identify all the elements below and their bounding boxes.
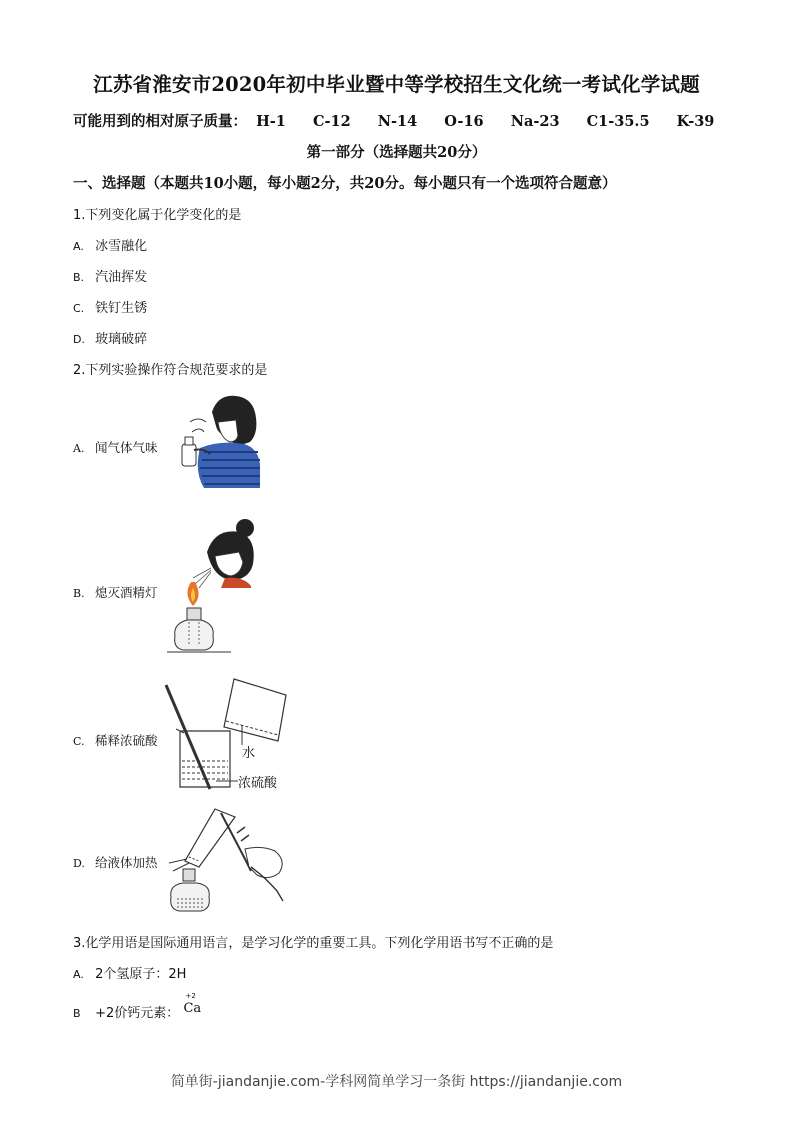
question-2-option-b: [73, 583, 158, 601]
charge-superscript: +2: [185, 992, 196, 1000]
option-text: 汽油挥发: [95, 270, 148, 285]
option-text: 稀释浓硫酸: [94, 733, 158, 748]
question-2-option-a: [73, 438, 158, 456]
atomic-mass-cl: C1-35.5: [586, 113, 650, 130]
option-letter: B: [73, 1007, 81, 1020]
option-text: 冰雪融化: [95, 239, 148, 254]
section-title: 一、选择题（本题共10小题，每小题2分，共20分。每小题只有一个选项符合题意）: [73, 175, 617, 192]
question-1-option-c: [73, 297, 147, 316]
atomic-masses-line: [73, 110, 736, 131]
question-3-option-b: [73, 992, 207, 1021]
question-3-stem: 3.化学用语是国际通用语言，是学习化学的重要工具。下列化学用语书写不正确的是: [73, 936, 554, 951]
page-footer: 简单街-jiandanjie.com-学科网简单学习一条街 https://jiandanjie.com: [170, 1074, 623, 1090]
option-text: 铁钉生锈: [95, 301, 148, 316]
question-2-option-c: [73, 731, 158, 749]
acid-label: 浓硫酸: [238, 776, 278, 791]
option-text: 熄灭酒精灯: [94, 585, 158, 600]
question-1-option-d: [73, 328, 147, 347]
option-text: 2个氢原子：2H: [95, 967, 187, 982]
option-letter: A.: [73, 968, 84, 981]
option-letter: C.: [73, 302, 85, 315]
question-1-stem: 1.下列变化属于化学变化的是: [73, 208, 242, 223]
atomic-mass-k: K-39: [676, 113, 715, 130]
page-title: 江苏省淮安市2020年初中毕业暨中等学校招生文化统一考试化学试题: [93, 73, 700, 96]
extinguish-lamp-figure: [165, 516, 265, 656]
atomic-mass-h: H-1: [256, 113, 286, 130]
part-title: 第一部分（选择题共20分）: [306, 144, 487, 161]
atomic-masses-label: 可能用到的相对原子质量：: [73, 113, 247, 130]
heat-liquid-figure: [165, 805, 295, 917]
option-text: +2价钙元素：: [95, 1006, 180, 1021]
atomic-mass-n: N-14: [377, 113, 418, 130]
option-letter: A.: [73, 442, 85, 455]
option-text: 给液体加热: [94, 855, 158, 870]
question-1-option-b: [73, 266, 147, 285]
atomic-mass-na: Na-23: [510, 113, 560, 130]
calcium-charge-formula: [183, 992, 207, 1017]
question-1-option-a: [73, 235, 147, 254]
atomic-mass-c: C-12: [312, 113, 351, 130]
option-letter: C.: [73, 735, 85, 748]
smell-gas-figure: [170, 392, 265, 490]
option-letter: B.: [73, 587, 85, 600]
option-letter: A.: [73, 240, 84, 253]
option-letter: D.: [73, 857, 85, 870]
question-2-option-d: [73, 853, 158, 871]
option-letter: B.: [73, 271, 85, 284]
water-label: 水: [242, 746, 256, 761]
dilute-acid-figure: [160, 675, 295, 795]
option-text: 玻璃破碎: [95, 332, 148, 347]
question-3-option-a: [73, 963, 186, 982]
question-2-stem: 2.下列实验操作符合规范要求的是: [73, 363, 268, 378]
element-symbol: Ca: [183, 1001, 202, 1016]
option-letter: D.: [73, 333, 85, 346]
atomic-mass-o: O-16: [444, 113, 484, 130]
option-text: 闻气体气味: [94, 440, 158, 455]
